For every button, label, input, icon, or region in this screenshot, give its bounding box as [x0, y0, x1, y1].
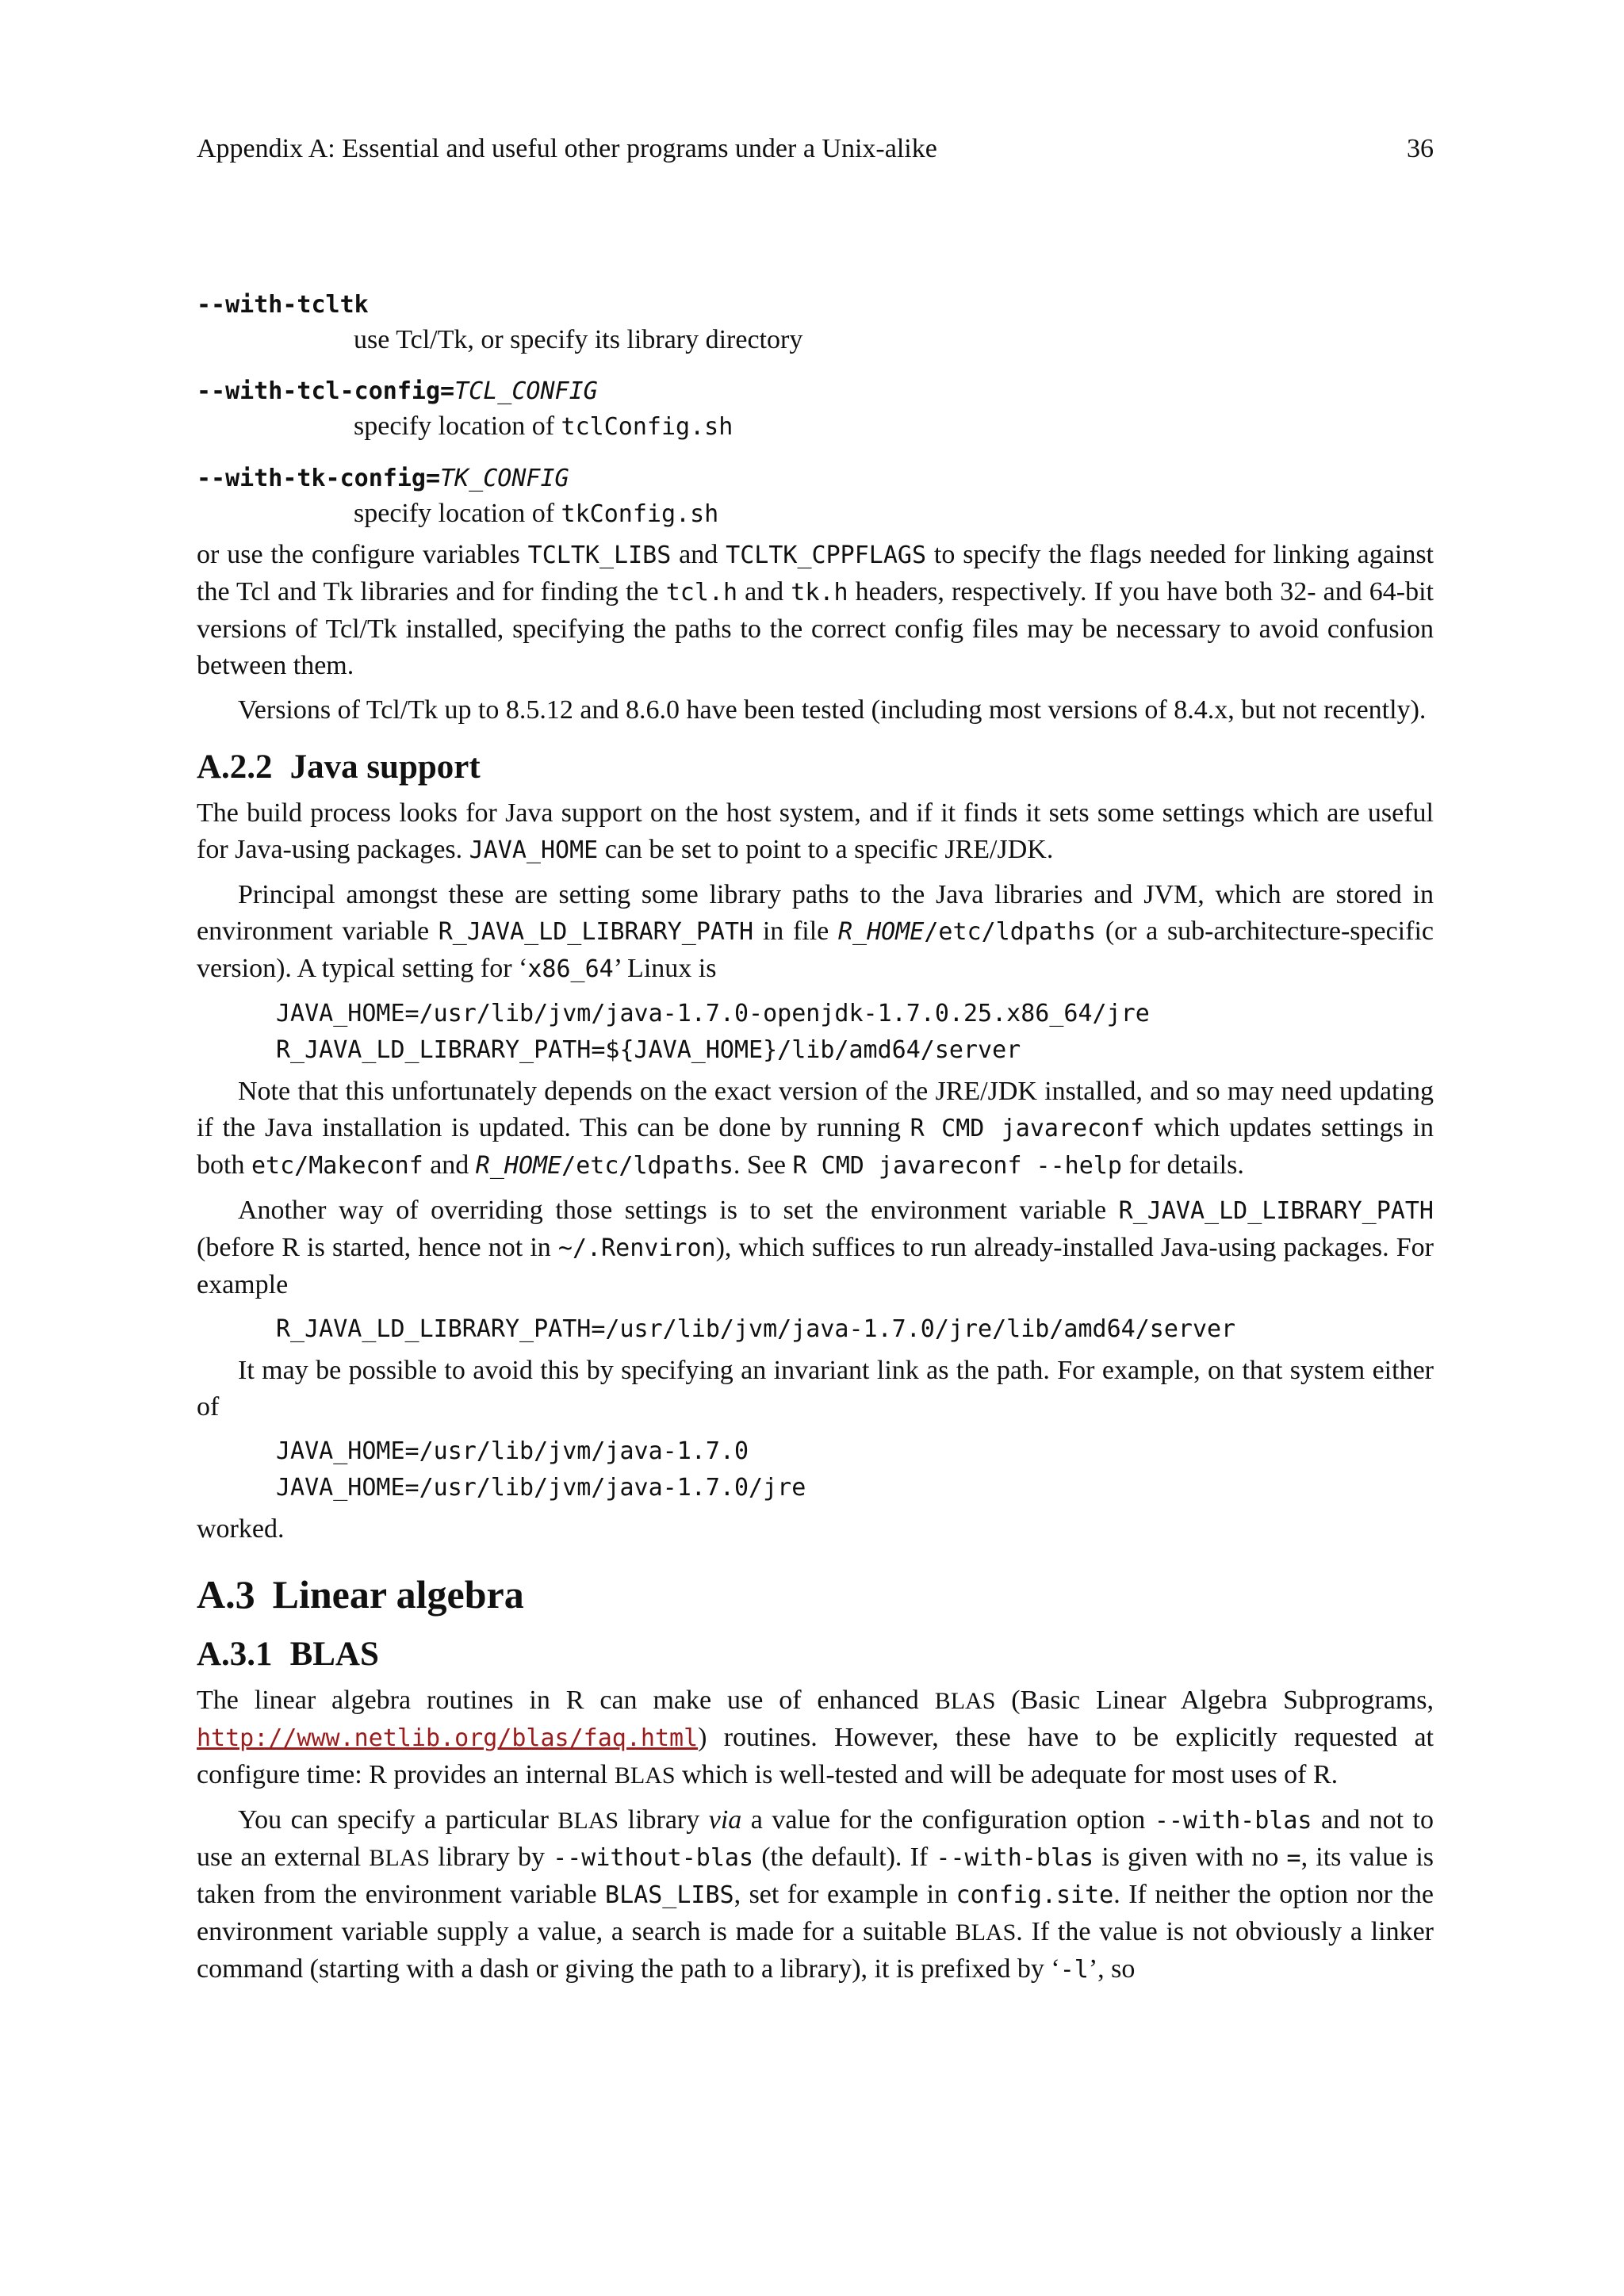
code-line: JAVA_HOME=/usr/lib/jvm/java-1.7.0-openjdk-1.7.0.25.x86_64/jre: [276, 1000, 1150, 1027]
option-term: [197, 373, 1434, 409]
option-description: [197, 323, 1434, 358]
paragraph: It may be possible to avoid this by specifying an invariant link as the path. For example, on that system either of: [197, 1356, 1434, 1422]
option-desc-code: tkConfig.sh: [561, 500, 719, 528]
code-line: JAVA_HOME=/usr/lib/jvm/java-1.7.0/jre: [276, 1474, 806, 1502]
code-line: JAVA_HOME=/usr/lib/jvm/java-1.7.0: [276, 1437, 749, 1465]
page-number: 36: [1407, 134, 1434, 163]
page-body: [197, 287, 1434, 1996]
paragraph: or use the configure variables TCLTK_LIBS and TCLTK_CPPFLAGS to specify the flags needed for linking against the Tcl and Tk libraries and for finding the tcl.h and tk.h headers, respectively. If you have both 32- and 64-bit versions of Tcl/Tk installed, specifying the paths to the correct config files may be necessary to avoid confusion between them.: [197, 540, 1434, 680]
code-block: [197, 996, 1434, 1069]
paragraph: Note that this unfortunately depends on the exact version of the JRE/JDK installed, and so may need updating if the Java installation is updated. This can be done by running R CMD javareconf which updates settings in both etc/Makeconf and R_HOME/etc/ldpaths. See R CMD javareconf --help for details.: [197, 1077, 1434, 1180]
option-desc-text: specify location of: [354, 411, 561, 441]
option-code: --with-tk-config=: [197, 465, 441, 492]
paragraph: Principal amongst these are setting some library paths to the Java libraries and JVM, which are stored in environment variable R_JAVA_LD_LIBRARY_PATH in file R_HOME/etc/ldpaths (or a sub-architecture-specific version). A typical setting for ‘x86_64’ Linux is: [197, 880, 1434, 983]
paragraph: Another way of overriding those settings is to set the environment variable R_JAVA_LD_LIBRARY_PATH (before R is started, hence not in ~/.Renviron), which suffices to run already-installed Java-using packages. For example: [197, 1196, 1434, 1299]
header-title: Appendix A: Essential and useful other programs under a Unix-alike: [197, 134, 937, 163]
option-desc-text: use Tcl/Tk, or specify its library directory: [354, 325, 803, 354]
netlib-blas-link[interactable]: http://www.netlib.org/blas/faq.html: [197, 1724, 699, 1752]
option-code: --with-tcltk: [197, 291, 369, 319]
code-line: R_JAVA_LD_LIBRARY_PATH=/usr/lib/jvm/java-1.7.0/jre/lib/amd64/server: [276, 1315, 1236, 1343]
section-heading-java: A.2.2 Java support: [197, 748, 481, 786]
paragraph: You can specify a particular BLAS library via a value for the configuration option --with-blas and not to use an external BLAS library by --without-blas (the default). If --with-blas is given with no =, its value is taken from the environment variable BLAS_LIBS, set for example in config.site. If neither the option nor the environment variable supply a value, a search is made for a suitable BLAS. If the value is not obviously a linker command (starting with a dash or giving the path to a library), it is prefixed by ‘-l’, so: [197, 1805, 1434, 1984]
paragraph: worked.: [197, 1514, 285, 1544]
option-term: [197, 461, 1434, 496]
code-block: [197, 1433, 1434, 1506]
option-term: [197, 287, 1434, 323]
code-block: [197, 1311, 1434, 1348]
option-description: [197, 409, 1434, 445]
paragraph: The linear algebra routines in R can make use of enhanced BLAS (Basic Linear Algebra Subprograms, http://www.netlib.org/blas/faq.html) routines. However, these have to be explicitly requested at configure time: R provides an internal BLAS which is well-tested and will be adequate for most uses of R.: [197, 1686, 1434, 1789]
paragraph: Versions of Tcl/Tk up to 8.5.12 and 8.6.0 have been tested (including most versions of 8.4.x, but not recently).: [238, 695, 1427, 725]
section-heading-linear-algebra: A.3 Linear algebra: [197, 1572, 524, 1617]
option-description: [197, 496, 1434, 532]
option-var: TCL_CONFIG: [454, 377, 598, 405]
option-var: TK_CONFIG: [440, 465, 569, 492]
option-desc-code: tclConfig.sh: [561, 413, 733, 441]
section-heading-blas: A.3.1 BLAS: [197, 1636, 379, 1673]
code-line: R_JAVA_LD_LIBRARY_PATH=${JAVA_HOME}/lib/amd64/server: [276, 1036, 1021, 1064]
running-header: [197, 130, 1434, 168]
option-list: [197, 287, 1434, 532]
option-desc-text: specify location of: [354, 499, 561, 528]
option-code: --with-tcl-config=: [197, 377, 455, 405]
paragraph: The build process looks for Java support on the host system, and if it finds it sets some settings which are useful for Java-using packages. JAVA_HOME can be set to point to a specific JRE/JDK.: [197, 798, 1434, 864]
